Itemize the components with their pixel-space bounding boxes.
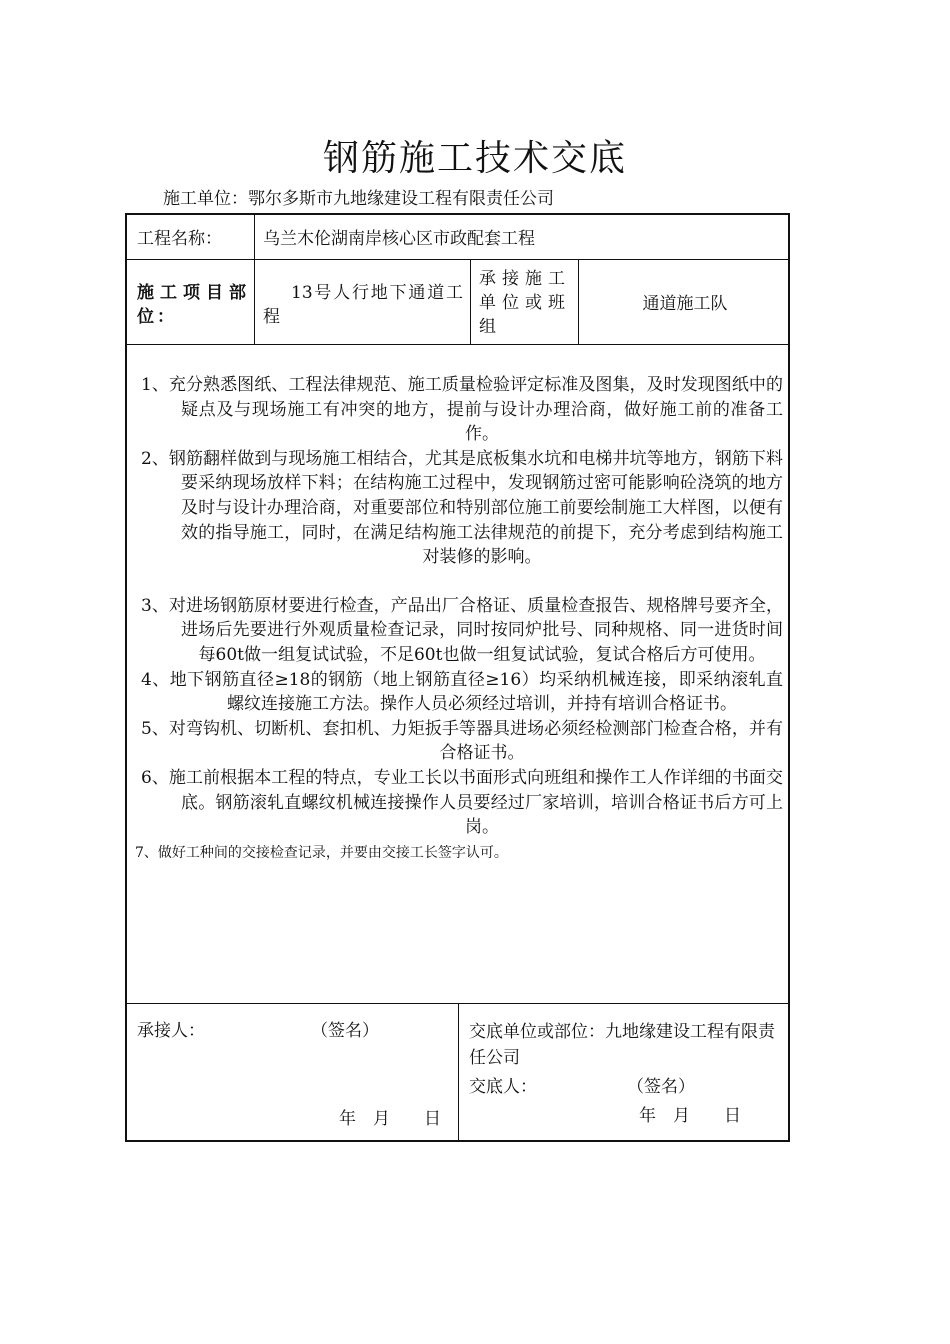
list-item: 6、施工前根据本工程的特点，专业工长以书面形式向班组和操作工人作详细的书面交底。钢筋滚轧直螺纹机械连接操作人员要经过厂家培训，培训合格证书后方可上岗。 — [141, 767, 783, 838]
issuer-date: 年 月 日 — [639, 1106, 741, 1126]
receiver-date: 年 月 日 — [339, 1109, 441, 1129]
project-name-label: 工程名称： — [137, 229, 222, 249]
issuer-unit: 交底单位或部位：九地缘建设工程有限责任公司 — [469, 1022, 775, 1068]
list-item: 5、对弯钩机、切断机、套扣机、力矩扳手等器具进场必须经检测部门检查合格，并有合格证书。 — [141, 718, 783, 764]
list-item: 7、做好工种间的交接检查记录，并要由交接工长签字认可。 — [135, 844, 508, 861]
issuer-sign: （签名） — [627, 1077, 695, 1097]
list-item: 4、地下钢筋直径≥18的钢筋（地上钢筋直径≥16）均采纳机械连接，即采纳滚轧直螺纹连接施工方法。操作人员必须经过培训，并持有培训合格证书。 — [141, 669, 783, 715]
disclosure-content — [133, 373, 783, 864]
col-divider — [470, 259, 471, 344]
receiver-label: 承接人： — [137, 1021, 205, 1041]
list-item: 2、钢筋翻样做到与现场施工相结合，尤其是底板集水坑和电梯井坑等地方，钢筋下料要采纳现场放样下料；在结构施工过程中，发现钢筋过密可能影响砼浇筑的地方及时与设计办理洽商，对重要部位和特别部位施工前要绘制施工大样图，以便有效的指导施工，同时，在满足结构施工法律规范的前提下，充分考虑到结构施工对装修的影响。 — [141, 448, 783, 568]
row-divider — [127, 259, 788, 260]
col-divider — [254, 215, 255, 344]
issuer-label: 交底人： — [469, 1077, 537, 1097]
col-divider — [458, 1003, 459, 1142]
receiver-sign: （签名） — [311, 1021, 379, 1041]
list-item: 3、对进场钢筋原材要进行检查，产品出厂合格证、质量检查报告、规格牌号要齐全，进场后先要进行外观质量检查记录，同时按同炉批号、同种规格、同一进货时间每60t做一组复试试验，不足60t也做一组复试试验，复试合格后方可使用。 — [141, 595, 783, 665]
project-part-value: 13号人行地下通道工程 — [263, 283, 463, 327]
project-part-label: 施工项目部位： — [137, 283, 249, 327]
list-item: 1、充分熟悉图纸、工程法律规范、施工质量检验评定标准及图集，及时发现图纸中的疑点及与现场施工有冲突的地方，提前与设计办理洽商，做好施工前的准备工作。 — [141, 375, 783, 445]
receiver-unit-label: 承接施工单位或班组 — [479, 269, 571, 337]
document-title: 钢筋施工技术交底 — [322, 138, 627, 179]
row-divider — [127, 344, 788, 345]
construction-unit: 施工单位：鄂尔多斯市九地缘建设工程有限责任公司 — [163, 189, 554, 209]
receiver-unit-value: 通道施工队 — [642, 294, 728, 314]
disclosure-table — [125, 213, 790, 1142]
project-name-value: 乌兰木伦湖南岸核心区市政配套工程 — [263, 229, 535, 249]
